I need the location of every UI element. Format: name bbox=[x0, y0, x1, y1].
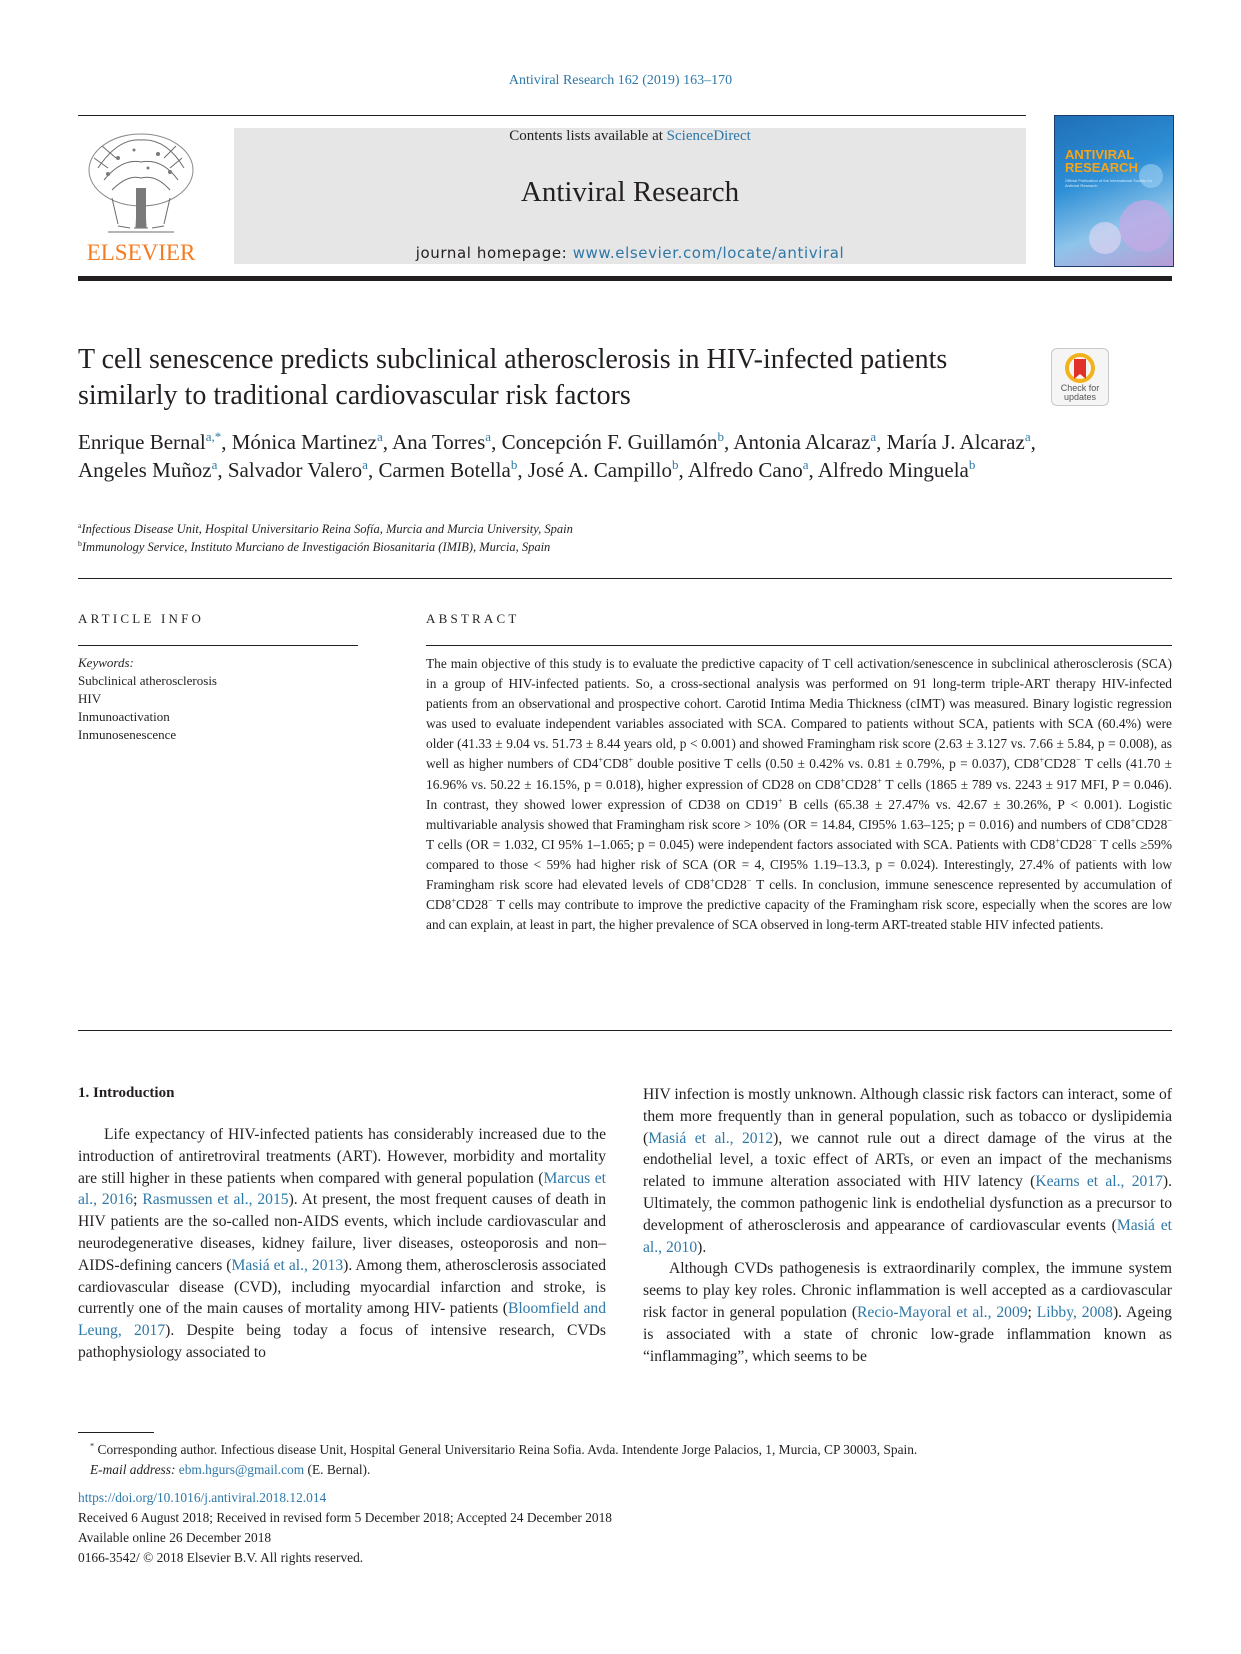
article-info-heading: ARTICLE INFO bbox=[78, 611, 205, 626]
section-rule bbox=[78, 578, 1172, 579]
intro-paragraph-1-cont: HIV infection is mostly unknown. Although classic risk factors can interact, some of them more frequently than in general population, such as tobacco or dyslipidemia (Masiá et al., 2012), we cannot rule out a direct damage of the virus at the endothelial level, a toxic effect of ARTs, or even an impact of the mechanisms related to immune alteration associated with HIV latency (Kearns et al., 2017). Ultimately, the common pathogenic link is endothelial dysfunction as a precursor to development of atherosclerosis and appearance of cardiovascular events (Masiá et al., 2010). bbox=[643, 1086, 1172, 1256]
author-name[interactable]: Alfredo Cano bbox=[687, 458, 803, 482]
author-name[interactable]: Carmen Botella bbox=[378, 458, 511, 482]
author-affiliation-mark[interactable]: a bbox=[211, 457, 218, 472]
author-separator: , bbox=[217, 458, 228, 482]
author-name[interactable]: Antonia Alcaraz bbox=[733, 430, 871, 454]
author-name[interactable]: Alfredo Minguela bbox=[817, 458, 969, 482]
abstract-heading: ABSTRACT bbox=[426, 611, 520, 626]
author-name[interactable]: José A. Campillo bbox=[527, 458, 672, 482]
author-separator: , bbox=[723, 430, 734, 454]
author-separator: , bbox=[876, 430, 887, 454]
sciencedirect-link[interactable]: ScienceDirect bbox=[666, 128, 751, 144]
author-separator: , bbox=[1030, 430, 1036, 454]
keyword: Subclinical atherosclerosis bbox=[78, 673, 217, 688]
publication-info bbox=[78, 1488, 1172, 1568]
received-dates: Received 6 August 2018; Received in revised form 5 December 2018; Accepted 24 December 2018 bbox=[78, 1510, 612, 1525]
citation-link[interactable]: Masiá et al., 2012 bbox=[648, 1129, 774, 1147]
author-affiliation-mark[interactable]: b bbox=[717, 429, 724, 444]
keyword: Inmunoactivation bbox=[78, 709, 170, 724]
author-separator: , bbox=[808, 458, 818, 482]
elsevier-logo[interactable] bbox=[78, 128, 204, 266]
available-online: Available online 26 December 2018 bbox=[78, 1530, 272, 1545]
email-note: E-mail address: ebm.hgurs@gmail.com (E. Bernal). bbox=[90, 1462, 371, 1477]
contents-line bbox=[234, 128, 1026, 145]
author-separator: , bbox=[491, 430, 502, 454]
abstract-end-rule bbox=[78, 1030, 1172, 1031]
journal-citation[interactable]: Antiviral Research 162 (2019) 163–170 bbox=[508, 73, 733, 88]
author-separator: , bbox=[678, 458, 688, 482]
journal-title: Antiviral Research bbox=[520, 176, 740, 208]
cover-subtitle: Official Publication of the International Society for Antiviral Research bbox=[1065, 178, 1153, 188]
corresponding-author-note: * Corresponding author. Infectious disease Unit, Hospital General Universitario Reina Sofia. Avda. Intendente Jorge Palacios, 1, Murcia, CP 30003, Spain. bbox=[90, 1441, 918, 1457]
abstract-text: The main objective of this study is to evaluate the predictive capacity of T cell activation/senescence in subclinical atherosclerosis (SCA) in a group of HIV-infected patients. So, a cross-sectional analysis was performed on 91 long-term triple-ART therapy HIV-infected patients from an observational and prospective cohort. Carotid Intima Media Thickness (cIMT) was measured. Binary logistic regression was used to evaluate independent variables associated with SCA. Compared to patients without SCA, patients with SCA (60.4%) were older (41.33 ± 9.04 vs. 51.73 ± 8.44 years old, p < 0.001) and showed Framingham risk score (2.63 ± 3.127 vs. 7.66 ± 5.84, p = 0.008), as well as higher numbers of CD4+CD8+ double positive T cells (0.50 ± 0.42% vs. 0.81 ± 0.79%, p = 0.037), CD8+CD28− T cells (41.70 ± 16.96% vs. 50.22 ± 16.15%, p = 0.018), higher expression of CD28 on CD8+CD28+ T cells (1865 ± 789 vs. 2243 ± 917 MFI, P = 0.046). In contrast, they showed lower expression of CD38 on CD19+ B cells (65.38 ± 27.47% vs. 42.67 ± 30.26%, P < 0.001). Logistic multivariable analysis showed that Framingham risk score > 10% (OR = 14.84, CI95% 1.63–125; p = 0.016) and numbers of CD8+CD28− T cells (OR = 1.032, CI 95% 1–1.065; p = 0.045) were independent factors associated with SCA. Patients with CD8+CD28− T cells ≥59% compared to those < 59% had higher risk of SCA (OR = 4, CI95% 1.19–13.3, p = 0.024). Interestingly, 27.4% of patients with low Framingham risk score had elevated levels of CD8+CD28− T cells. In conclusion, immune senescence represented by accumulation of CD8+CD28− T cells may contribute to improve the predictive capacity of the Framingham risk score, especially when the scores are low and can explain, at least in part, the higher prevalence of SCA observed in long-term ART-treated stable HIV infected patients. bbox=[426, 656, 1173, 933]
author-affiliation-mark[interactable]: a bbox=[362, 457, 368, 472]
citation-link[interactable]: Bloomfield and Leung, 2017 bbox=[78, 1300, 606, 1340]
article-info-rule bbox=[78, 645, 358, 646]
check-updates-label: Check for updates bbox=[1060, 383, 1100, 402]
author-affiliation-mark[interactable]: b bbox=[671, 457, 679, 472]
article-title: T cell senescence predicts subclinical atherosclerosis in HIV-infected patients similarly to traditional cardiovascular risk factors bbox=[78, 344, 948, 411]
check-for-updates-button[interactable] bbox=[1051, 348, 1109, 406]
author-affiliation-mark[interactable]: b bbox=[968, 457, 976, 472]
journal-cover[interactable] bbox=[1054, 115, 1174, 267]
citation-link[interactable]: Marcus et al., 2016 bbox=[78, 1169, 606, 1209]
author-separator: , bbox=[367, 458, 379, 482]
author-affiliation-mark[interactable]: a bbox=[802, 457, 809, 472]
citation-link[interactable]: Masiá et al., 2010 bbox=[643, 1216, 1172, 1256]
elsevier-tree-icon bbox=[78, 128, 204, 266]
homepage-line bbox=[234, 244, 1026, 262]
homepage-prefix: journal homepage: bbox=[415, 244, 573, 262]
author-name[interactable]: Salvador Valero bbox=[227, 458, 363, 482]
author-separator: , bbox=[382, 430, 393, 454]
homepage-link[interactable]: www.elsevier.com/locate/antiviral bbox=[572, 244, 845, 262]
keywords-label: Keywords: bbox=[78, 655, 134, 670]
introduction-heading: 1. Introduction bbox=[78, 1085, 175, 1101]
paragraph-continuation: HIV infection is mostly unknown. Although classic risk factors can interact, some of them more frequently than in general population, such as tobacco or dyslipidemia ( bbox=[643, 1086, 1172, 1147]
doi-link[interactable]: https://doi.org/10.1016/j.antiviral.2018.12.014 bbox=[78, 1490, 327, 1505]
footnote-rule bbox=[78, 1432, 154, 1433]
author-affiliation-mark[interactable]: a bbox=[870, 429, 877, 444]
header-rule bbox=[78, 115, 1026, 116]
citation-link[interactable]: Kearns et al., 2017 bbox=[1035, 1173, 1163, 1191]
affiliation-b: $^b$Immunology Service, Instituto Murciano de Investigación Biosanitaria (IMIB), Murcia, Spain bbox=[78, 538, 551, 554]
citation-link[interactable]: Recio-Mayoral et al., 2009 bbox=[857, 1303, 1028, 1321]
author-name[interactable]: Mónica Martinez bbox=[231, 430, 377, 454]
email-link[interactable]: ebm.hgurs@gmail.com bbox=[178, 1462, 305, 1477]
citation-link[interactable]: Masiá et al., 2013 bbox=[231, 1256, 344, 1274]
author-separator: , bbox=[517, 458, 528, 482]
cover-title: ANTIVIRAL RESEARCH bbox=[1065, 147, 1138, 175]
keywords-block bbox=[78, 654, 358, 744]
author-affiliation-mark[interactable]: a bbox=[1024, 429, 1031, 444]
intro-paragraph-1: Life expectancy of HIV-infected patients has considerably increased due to the introduction of antiretroviral treatments (ART). However, morbidity and mortality are still higher in these patients when compared with general population (Marcus et al., 2016; Rasmussen et al., 2015). At present, the most frequent causes of death in HIV patients are the so-called non-AIDS events, which include cardiovascular and neurodegenerative diseases, kidney failure, liver diseases, osteoporosis and non–AIDS-defining cancers (Masiá et al., 2013). Among them, atherosclerosis associated cardiovascular disease (CVD), including myocardial infarction and stroke, is currently one of the main causes of mortality among HIV- patients (Bloomfield and Leung, 2017). Despite being today a focus of intensive research, CVDs pathophysiology associated to bbox=[78, 1126, 607, 1361]
keyword: HIV bbox=[78, 691, 102, 706]
intro-paragraph-2: Although CVDs pathogenesis is extraordinarily complex, the immune system seems to play key roles. Chronic inflammation is well accepted as a cardiovascular risk factor in general population (Recio-Mayoral et al., 2009; Libby, 2008). Ageing is associated with a state of chronic low-grade inflammation known as “inflammaging”, which seems to be bbox=[643, 1260, 1172, 1365]
author-affiliation-mark[interactable]: a bbox=[376, 429, 383, 444]
affiliation-a: $^a$Infectious Disease Unit, Hospital Universitario Reina Sofía, Murcia and Murcia University, Spain bbox=[78, 520, 573, 536]
keyword: Inmunosenescence bbox=[78, 727, 177, 742]
intro-column-right bbox=[643, 1084, 1172, 1367]
author-name[interactable]: Angeles Muñoz bbox=[78, 458, 212, 482]
author-name[interactable]: Ana Torres bbox=[392, 430, 486, 454]
author-name[interactable]: Concepción F. Guillamón bbox=[501, 430, 718, 454]
author-name[interactable]: Enrique Bernal bbox=[78, 430, 206, 454]
footnotes bbox=[78, 1440, 1172, 1480]
abstract-rule bbox=[426, 645, 1172, 646]
author-affiliation-mark[interactable]: a,* bbox=[205, 429, 222, 444]
citation-link[interactable]: Rasmussen et al., 2015 bbox=[142, 1191, 289, 1209]
bookmark-ribbon-icon bbox=[1052, 351, 1108, 387]
author-list bbox=[78, 428, 1098, 484]
author-separator: , bbox=[221, 430, 232, 454]
header-thick-rule bbox=[78, 276, 1172, 281]
cover-art-icon bbox=[1055, 116, 1173, 266]
author-affiliation-mark[interactable]: b bbox=[510, 457, 518, 472]
intro-column-left bbox=[78, 1124, 606, 1364]
contents-prefix: Contents lists available at bbox=[509, 128, 667, 144]
elsevier-wordmark: ELSEVIER bbox=[86, 240, 196, 265]
author-name[interactable]: María J. Alcaraz bbox=[886, 430, 1025, 454]
copyright: 0166-3542/ © 2018 Elsevier B.V. All rights reserved. bbox=[78, 1550, 364, 1565]
citation-link[interactable]: Libby, 2008 bbox=[1036, 1303, 1113, 1321]
author-affiliation-mark[interactable]: a bbox=[485, 429, 492, 444]
